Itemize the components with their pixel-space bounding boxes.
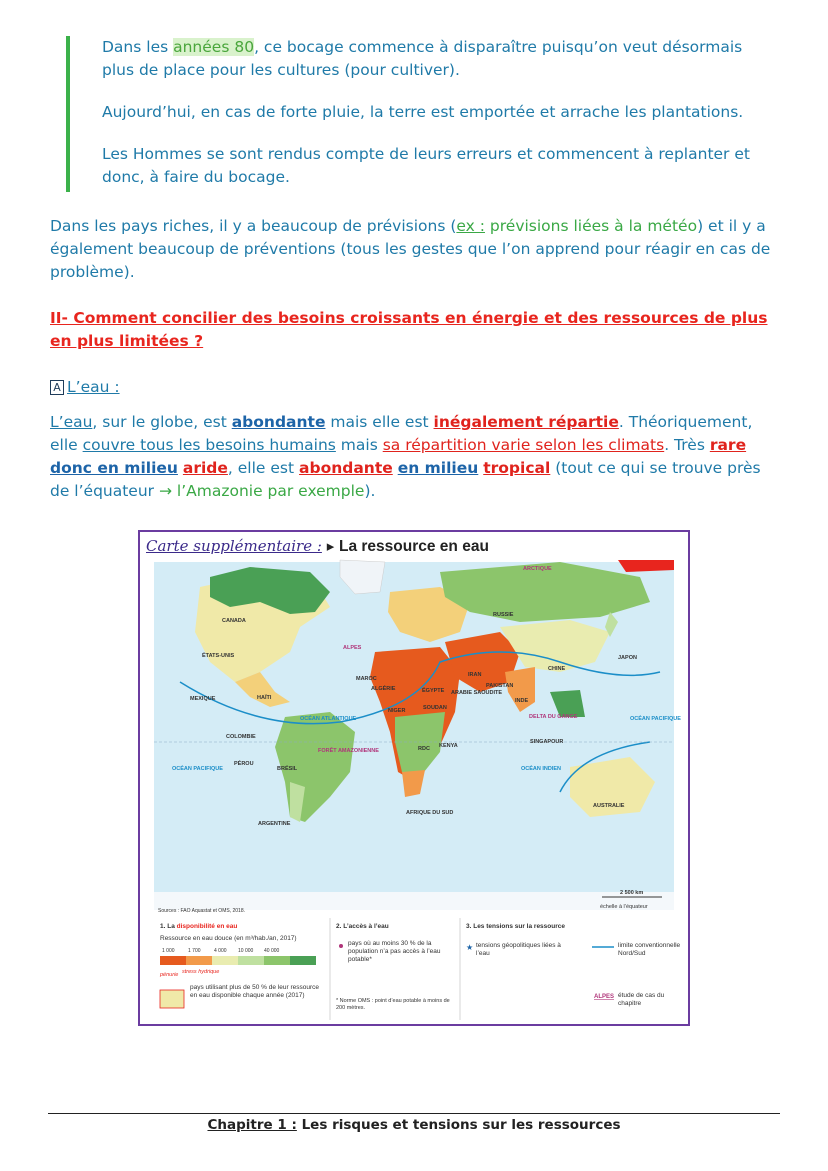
legend-box-swatch (160, 990, 184, 1008)
scale-stress (186, 956, 212, 965)
dot-icon (339, 944, 343, 948)
label-singapour: SINGAPOUR (530, 739, 564, 745)
label-chine: CHINE (548, 666, 566, 672)
label-mexique: MEXIQUE (190, 696, 216, 702)
footer-divider (48, 1113, 780, 1114)
label-japon: JAPON (618, 655, 637, 661)
legend-3-alpes-wrap: étude de cas du chapitre (618, 992, 665, 1007)
quote-paragraph-1: Dans les années 80, ce bocage commence à disparaître puisqu’on veut désormais plus de place pour les cultures (pour cultiver). (102, 38, 743, 79)
label-algerie: ALGÉRIE (371, 686, 396, 692)
legend-2-note-wrap: * Norme OMS : point d’eau potable à moins de 200 mètres. (336, 998, 450, 1011)
label-inde: INDE (515, 698, 529, 704)
label-scale-sub: échelle à l’équateur (600, 904, 648, 910)
label-perou: PÉROU (234, 761, 254, 767)
legend-1-box-text-wrap: pays utilisant plus de 50 % de leur ressource en eau disponible chaque année (2017) (190, 984, 319, 999)
label-alpes: ALPES (343, 645, 362, 651)
scale-high (264, 956, 290, 965)
legend-alpes: ALPES (594, 994, 615, 1000)
tick-3: 10 000 (238, 948, 254, 954)
map-svg (140, 532, 688, 1024)
label-delta: DELTA DU GANGE (529, 714, 578, 720)
legend-2-title: 2. L’accès à l’eau (336, 923, 389, 930)
label-rdc: RDC (418, 746, 430, 752)
label-soudan: SOUDAN (423, 705, 447, 711)
legend-1-title: 1. La disponibilité en eau (160, 923, 238, 930)
ex-label: ex : (456, 217, 485, 235)
quote-paragraph-2: Aujourd’hui, en cas de forte pluie, la terre est emportée et arrache les plantations. (102, 103, 744, 121)
label-afrique-sud: AFRIQUE DU SUD (406, 810, 454, 816)
label-australie: AUSTRALIE (593, 803, 625, 809)
label-egypte: ÉGYPTE (422, 688, 445, 694)
year-badge (618, 560, 674, 572)
scale-penurie (160, 956, 186, 965)
letter-box: A (50, 380, 64, 395)
label-arabie: ARABIE SAOUDITE (451, 690, 503, 696)
label-stress: stress hydrique (182, 969, 220, 975)
footer: Chapitre 1 : Les risques et tensions sur les ressources (207, 1117, 621, 1133)
label-colombie: COLOMBIE (226, 734, 256, 740)
label-bresil: BRÉSIL (277, 766, 298, 772)
map-title: Carte supplémentaire : ▸ La ressource en eau (146, 537, 489, 555)
legend-3-line-wrap: limite conventionnelle Nord/Sud (618, 942, 681, 957)
quote-paragraph-3: Les Hommes se sont rendus compte de leurs erreurs et commencent à replanter et donc, à faire du bocage. (102, 145, 750, 186)
label-etats-unis: ÉTATS-UNIS (202, 653, 235, 659)
subheading-eau: A L’eau : (50, 378, 120, 396)
label-canada: CANADA (222, 618, 246, 624)
star-icon: ★ (466, 943, 474, 952)
legend-1-sub: Ressource en eau douce (en m³/hab./an, 2017) (160, 935, 297, 942)
tick-0: 1 000 (162, 948, 175, 954)
legend-3-item-wrap: tensions géopolitiques liées à l’eau (476, 942, 561, 957)
section-heading: II- Comment concilier des besoins croissants en énergie et des ressources de plus en plus limitées ? (50, 309, 768, 350)
label-ocean-ind: OCÉAN INDIEN (521, 766, 562, 772)
water-resource-map (138, 530, 690, 1026)
label-niger: NIGER (388, 708, 406, 714)
label-maroc: MAROC (356, 676, 377, 682)
label-ocean-pac-l: OCÉAN PACIFIQUE (172, 766, 223, 772)
quote-block (66, 36, 778, 192)
label-argentine: ARGENTINE (258, 821, 291, 827)
label-foret: FORÊT AMAZONIENNE (318, 748, 379, 754)
tick-1: 1 700 (188, 948, 201, 954)
label-ocean-atl: OCÉAN ATLANTIQUE (300, 716, 357, 722)
label-russie: RUSSIE (493, 612, 514, 618)
legend-3-title: 3. Les tensions sur la ressource (466, 923, 565, 930)
scale-mid (212, 956, 238, 965)
scale-mid2 (238, 956, 264, 965)
label-penurie: pénurie (160, 972, 179, 978)
legend-2-item-wrap: pays où au moins 30 % de la population n’a pas accès à l’eau potable* (348, 940, 441, 963)
tick-4: 40 000 (264, 948, 280, 954)
label-ocean-pac-r: OCÉAN PACIFIQUE (630, 716, 681, 722)
tick-2: 4 000 (214, 948, 227, 954)
paragraph-previsions: Dans les pays riches, il y a beaucoup de prévisions (ex : prévisions liées à la météo) et il y a également beaucoup de préventions (tous les gestes que l’on apprend pour réagir en cas de problème). (50, 217, 771, 281)
label-scale: 2 500 km (620, 890, 644, 896)
label-iran: IRAN (468, 672, 482, 678)
label-arctique: ARCTIQUE (523, 566, 552, 572)
label-pakistan: PAKISTAN (486, 683, 514, 689)
label-kenya: KENYA (439, 743, 458, 749)
scale-vhigh (290, 956, 316, 965)
highlight-annees-80: années 80 (173, 38, 255, 56)
label-haiti: HAÏTI (257, 695, 272, 701)
label-sources: Sources : FAO Aquastat et OMS, 2018. (158, 908, 245, 914)
paragraph-eau: L’eau, sur le globe, est abondante mais elle est inégalement répartie. Théoriquement, elle couvre tous les besoins humains mais sa répartition varie selon les climats. Très rare donc en milieu aride, elle est abondante en milieu tropical (tout ce qui se trouve près de l’équateur → l’Amazonie par exemple). (50, 413, 761, 500)
